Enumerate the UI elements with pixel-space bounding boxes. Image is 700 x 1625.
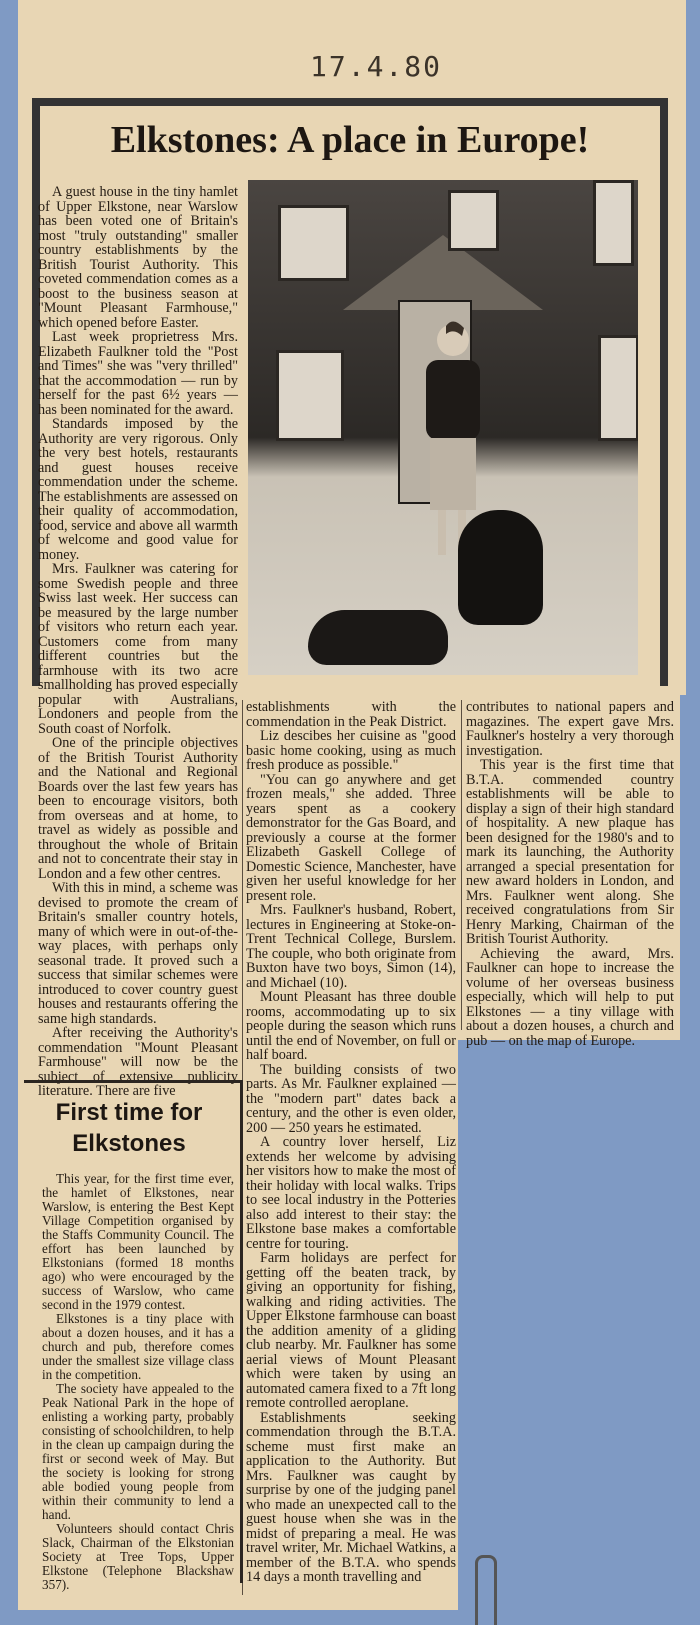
article-paragraph: contributes to national papers and magazines. The expert gave Mrs. Faulkner's hostelry a very thorough investigation. xyxy=(466,699,674,759)
article-paragraph: With this in mind, a scheme was devised to promote the cream of Britain's smaller country hotels, many of which were in out-of-the-way places, with perhaps only seasonal trade. It proved such a success that similar schemes were introduced to cover country guest houses and restaurants offering the same high standards. xyxy=(38,880,238,1027)
porch-roof xyxy=(343,235,543,310)
window xyxy=(278,205,349,281)
article-paragraph: Mrs. Faulkner's husband, Robert, lectures in Engineering at Stoke-on-Trent Technical College, Burslem. The couple, who both originate from Buxton have two boys, Simon (14), and Michael (10). xyxy=(246,902,456,991)
dog-large xyxy=(458,510,543,625)
dog-small xyxy=(308,610,448,665)
column-rule xyxy=(461,700,462,1030)
article-column-1 xyxy=(38,185,238,1099)
sidebar-paragraph: The society have appealed to the Peak National Park in the hope of enlisting a working party, probably consisting of schoolchildren, to help in the clean up campaign during the first or second week of May. But the society is looking for strong able bodied young people from within their community to lend a hand. xyxy=(42,1381,234,1522)
article-paragraph: The building consists of two parts. As Mr. Faulkner explained — the "modern part" dates back a century, and the other is even older, 200 — 250 years he estimated. xyxy=(246,1061,456,1136)
article-paragraph: Establishments seeking commendation through the B.T.A. scheme must first make an application to the Authority. But Mrs. Faulkner was caught by surprise by one of the judging panel who made an unexpected call to the guest house when she was in the midst of preparing a meal. He was travel writer, Mr. Michael Watkins, a member of the B.T.A. who spends 14 days a month travelling and xyxy=(246,1409,456,1585)
article-paragraph: Mount Pleasant has three double rooms, accommodating up to six people during the season which runs until the end of November, on full or half board. xyxy=(246,989,456,1063)
handwritten-date: 17.4.80 xyxy=(310,50,443,83)
window xyxy=(598,335,638,441)
paper-clip xyxy=(475,1555,497,1625)
article-paragraph: This year is the first time that B.T.A. commended country establishments will be able to display a sign of their high standard of hospitality. A new plaque has been designed for the 1980's and to mark its launching, the Authority arranged a special presentation for new award holders in London, and Mrs. Faulkner went along. She received congratulations from Sir Henry Marking, Chairman of the British Tourist Authority. xyxy=(466,757,674,947)
sidebar-story-headline: First time for Elkstones xyxy=(55,1099,203,1157)
article-paragraph: Last week proprietress Mrs. Elizabeth Faulkner told the "Post and Times" she was "very thrilled" that the accommodation — run by herself for the past 6½ years — has been nominated for the award. xyxy=(38,329,238,418)
article-column-2 xyxy=(246,700,456,1585)
article-paragraph: "You can go anywhere and get frozen meals," she added. Three years spent as a cookery demonstrator for the Gas Board, and previously a course at the former Elizabeth Gaskell College of Domestic Science, Manchester, have given her useful knowledge for her present role. xyxy=(246,771,456,904)
article-paragraph: Standards imposed by the Authority are very rigorous. Only the very best hotels, restaurants and guest houses receive commendation under the scheme. The establishments are assessed on their quality of accommodation, food, service and above all warmth of welcome and good value for money. xyxy=(38,416,238,563)
article-paragraph: A guest house in the tiny hamlet of Upper Elkstone, near Warslow has been voted one of Britain's most "truly outstanding" smaller country establishments by the British Tourist Authority. This coveted commendation comes as a boost to the business season at "Mount Pleasant Farmhouse," which opened before Easter. xyxy=(38,184,238,331)
window xyxy=(593,180,634,266)
farmhouse-photo xyxy=(248,180,638,675)
article-paragraph: Mrs. Faulkner was catering for some Swedish people and three Swiss last week. Her success can be measured by the large number of visitors who return each year. Customers come from many different countries but the farmhouse with its two acre smallholding has proved especially popular with Australians, Londoners and people from the South coast of Norfolk. xyxy=(38,561,238,737)
article-paragraph: One of the principle objectives of the British Tourist Authority and the National and Regional Boards over the last few years has been to encourage visitors, both from overseas and at home, to travel as widely as possible and throughout the whole of Britain and not to concentrate their stay in London and a few other centres. xyxy=(38,735,238,882)
sidebar-paragraph: Elkstones is a tiny place with about a dozen houses, and it has a church and pub, therefore comes under the smallest size village class in the competition. xyxy=(42,1311,234,1382)
article-paragraph: establishments with the commendation in the Peak District. xyxy=(246,699,456,730)
article-column-3 xyxy=(466,700,674,1048)
article-paragraph: Achieving the award, Mrs. Faulkner can hope to increase the volume of her overseas business especially, which will help to put Elkstones — a tiny village with about a dozen houses, a church and pub — on the map of Europe. xyxy=(466,945,674,1049)
sidebar-story-body xyxy=(42,1172,234,1592)
window xyxy=(448,190,499,251)
article-paragraph: Liz descibes her cuisine as "good basic home cooking, using as much fresh produce as possible." xyxy=(246,728,456,773)
article-paragraph: A country lover herself, Liz extends her welcome by advising her visitors how to make the most of their holiday with local walks. Trips to see local industry in the Potteries also add interest to their stay: the Elkstone base makes a comfortable centre for touring. xyxy=(246,1134,456,1252)
article-paragraph: After receiving the Authority's commendation "Mount Pleasant Farmhouse" will now be the subject of extensive publicity literature. There are five xyxy=(38,1025,238,1099)
sidebar-paragraph: This year, for the first time ever, the hamlet of Elkstones, near Warslow, is entering the Best Kept Village Competition organised by the Staffs Community Council. The effort has been launched by Elkstonians (formed 18 months ago) who were encouraged by the success of Warslow, who came second in the 1979 contest. xyxy=(42,1171,234,1312)
window xyxy=(276,350,344,441)
sidebar-paragraph: Volunteers should contact Chris Slack, Chairman of the Elkstonian Society at Tree Tops, Upper Elkstone (Telephone Blackshaw 357). xyxy=(42,1521,234,1592)
headline: Elkstones: A place in Europe! xyxy=(110,119,590,161)
article-paragraph: Farm holidays are perfect for getting off the beaten track, by giving an opportunity for fishing, walking and riding activities. The Upper Elkstone farmhouse can boast the addition amenity of a gliding club nearby. Mr. Faulkner has some aerial views of Mount Pleasant which were taken by using an automated camera fixed to a 7ft long remote controlled aeroplane. xyxy=(246,1250,456,1411)
